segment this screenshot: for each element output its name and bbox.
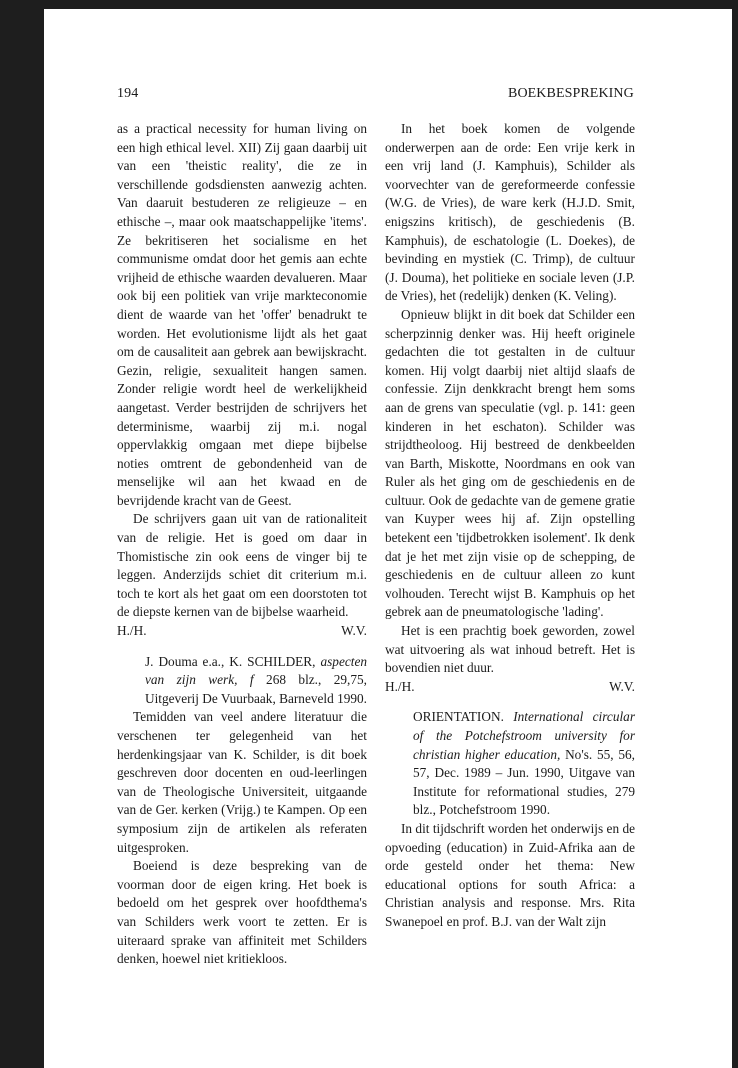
right-paragraph-2: Opnieuw blijkt in dit boek dat Schilder een scherpzinnig denker was. Hij heeft originele gedachten die tot gestalten in de cultuur komen. Hij volgt daarbij niet altijd slaafs de confessie. Zijn denkkracht brengt hem soms aan de grens van speculatie (vgl. p. 141: geen kinderen in het eschaton). Schilder was strijdtheoloog. Hij bestreed de denkbeelden van Barth, Miskotte, Noordmans en ook van Ruler als het ging om de geschiedenis en de cultuur. Ook de gedachte van de gemene gratie van Kuyper wees hij af. Zijn opstelling betekent een 'tijdbetrokken isolement'. Ik denk dat je het met zijn visie op de schepping, de geschiedenis en de cultuur alleen zo kunt volhouden. Terecht wijst B. Kamphuis op het gebrek aan de pneumatologische 'lading'. [385,306,635,620]
section-title: BOEKBESPREKING [508,86,634,101]
signature-1 [117,622,367,641]
left-paragraph-2: De schrijvers gaan uit van de rationaliteit van de religie. Het is goed om daar in Thomistische zin ook eens de vinger bij te leggen. Anderzijds schiet dit criterium m.i. toch te kort als het gaat om een doorstoten tot de diepste kernen van de bijbelse waarheid. [117,511,367,620]
signature-2-initials: H./H. [385,678,415,694]
signature-2 [385,678,635,697]
citation-author: J. Douma e.a., K. SCHILDER, [145,653,316,669]
scan-border-top [0,0,738,9]
book-citation-schilder [117,653,367,709]
right-column [385,120,635,932]
scan-border-left [0,0,44,1068]
florin-symbol: f [249,672,254,688]
journal-title: ORIENTATION. [413,709,504,725]
page-number: 194 [117,86,139,101]
right-paragraph-1: In het boek komen de volgende onderwerpen aan de orde: Een vrije kerk in een vrij land (J. Kamphuis), Schilder als voorvechter van de gereformeerde confessie (W.G. de Vries), de ware kerk (H.J.D. Smit, enigszins kritisch), de geschiedenis (B. Kamphuis), de eschatologie (L. Doekes), de bevinding en mystiek (C. Trimp), de cultuur (J. Douma), het politieke en sociale leven (J.P. de Vries), het (redelijk) denken (K. Veling). [385,121,635,304]
citation-details: 268 blz., 29,75, Uitgeverij De Vuurbaak, Barneveld 1990. [145,672,367,706]
left-column [117,120,367,969]
journal-subtitle: International circular of the Potchefstroom university for christian higher education, [413,709,635,762]
left-paragraph-1: as a practical necessity for human living on een high ethical level. XII) Zij gaan daarbij uit van een 'theistic reality', die ze in verschillende godsdiensten aanwezig achten. Van daaruit bestuderen ze religieuze – en ethische –, maar ook maatschappelijke 'items'. Ze bekritiseren het socialisme en het communisme omdat door het gemis aan echte vrijheid de ethische waarden devalueren. Maar ook bij een politiek van vrije markteconomie dient de waarde van het 'offer' benadrukt te worden. Het evolutionisme lijdt als het gaat om de causaliteit aan gebrek aan bewijskracht. Gezin, religie, sexualiteit hangen samen. Zonder religie wordt heel de werkelijkheid aangetast. Verder bestrijden de schrijvers het determinisme, waarbij zij m.i. nogal oppervlakkig omgaan met diepe bijbelse noties omtrent de gebondenheid van de menselijke wil aan het kwaad en de bevrijdende kracht van de Geest. [117,121,367,508]
signature-1-reviewer: W.V. [341,623,367,639]
signature-1-initials: H./H. [117,623,147,639]
left-paragraph-4: Boeiend is deze bespreking van de voorman door de eigen kring. Het boek is bedoeld om het gesprek over hoofdthema's van Schilders werk voort te zetten. Er is uiteraard sprake van affiniteit met Schilders denken, hoewel niet kritiekloos. [117,858,367,967]
journal-details: No's. 55, 56, 57, Dec. 1989 – Jun. 1990, Uitgave van Institute for reformational studies, 279 blz., Potchefstroom 1990. [413,746,636,818]
citation-title: aspecten van zijn werk, [145,653,368,688]
journal-citation-orientation [385,708,635,820]
right-paragraph-4: In dit tijdschrift worden het onderwijs en de opvoeding (education) in Zuid-Afrika aan de orde gesteld onder het thema: New educational options for south Africa: a Christian analysis and response. Mrs. Rita Swanepoel en prof. B.J. van der Walt zijn [385,820,635,929]
right-paragraph-3: Het is een prachtig boek geworden, zowel wat uitvoering als wat inhoud betreft. Het is bovendien niet duur. [385,623,635,676]
signature-2-reviewer: W.V. [609,678,635,694]
left-paragraph-3: Temidden van veel andere literatuur die verschenen ter gelegenheid van het herdenkingsjaar van K. Schilder, is dit boek geschreven door docenten en oud-leerlingen van de Theologische Universiteit, uitgaande van de Ger. kerken (Vrijg.) te Kampen. Op een symposium zijn de artikelen als referaten uitgesproken. [117,709,367,855]
scan-border-right [732,0,738,1068]
